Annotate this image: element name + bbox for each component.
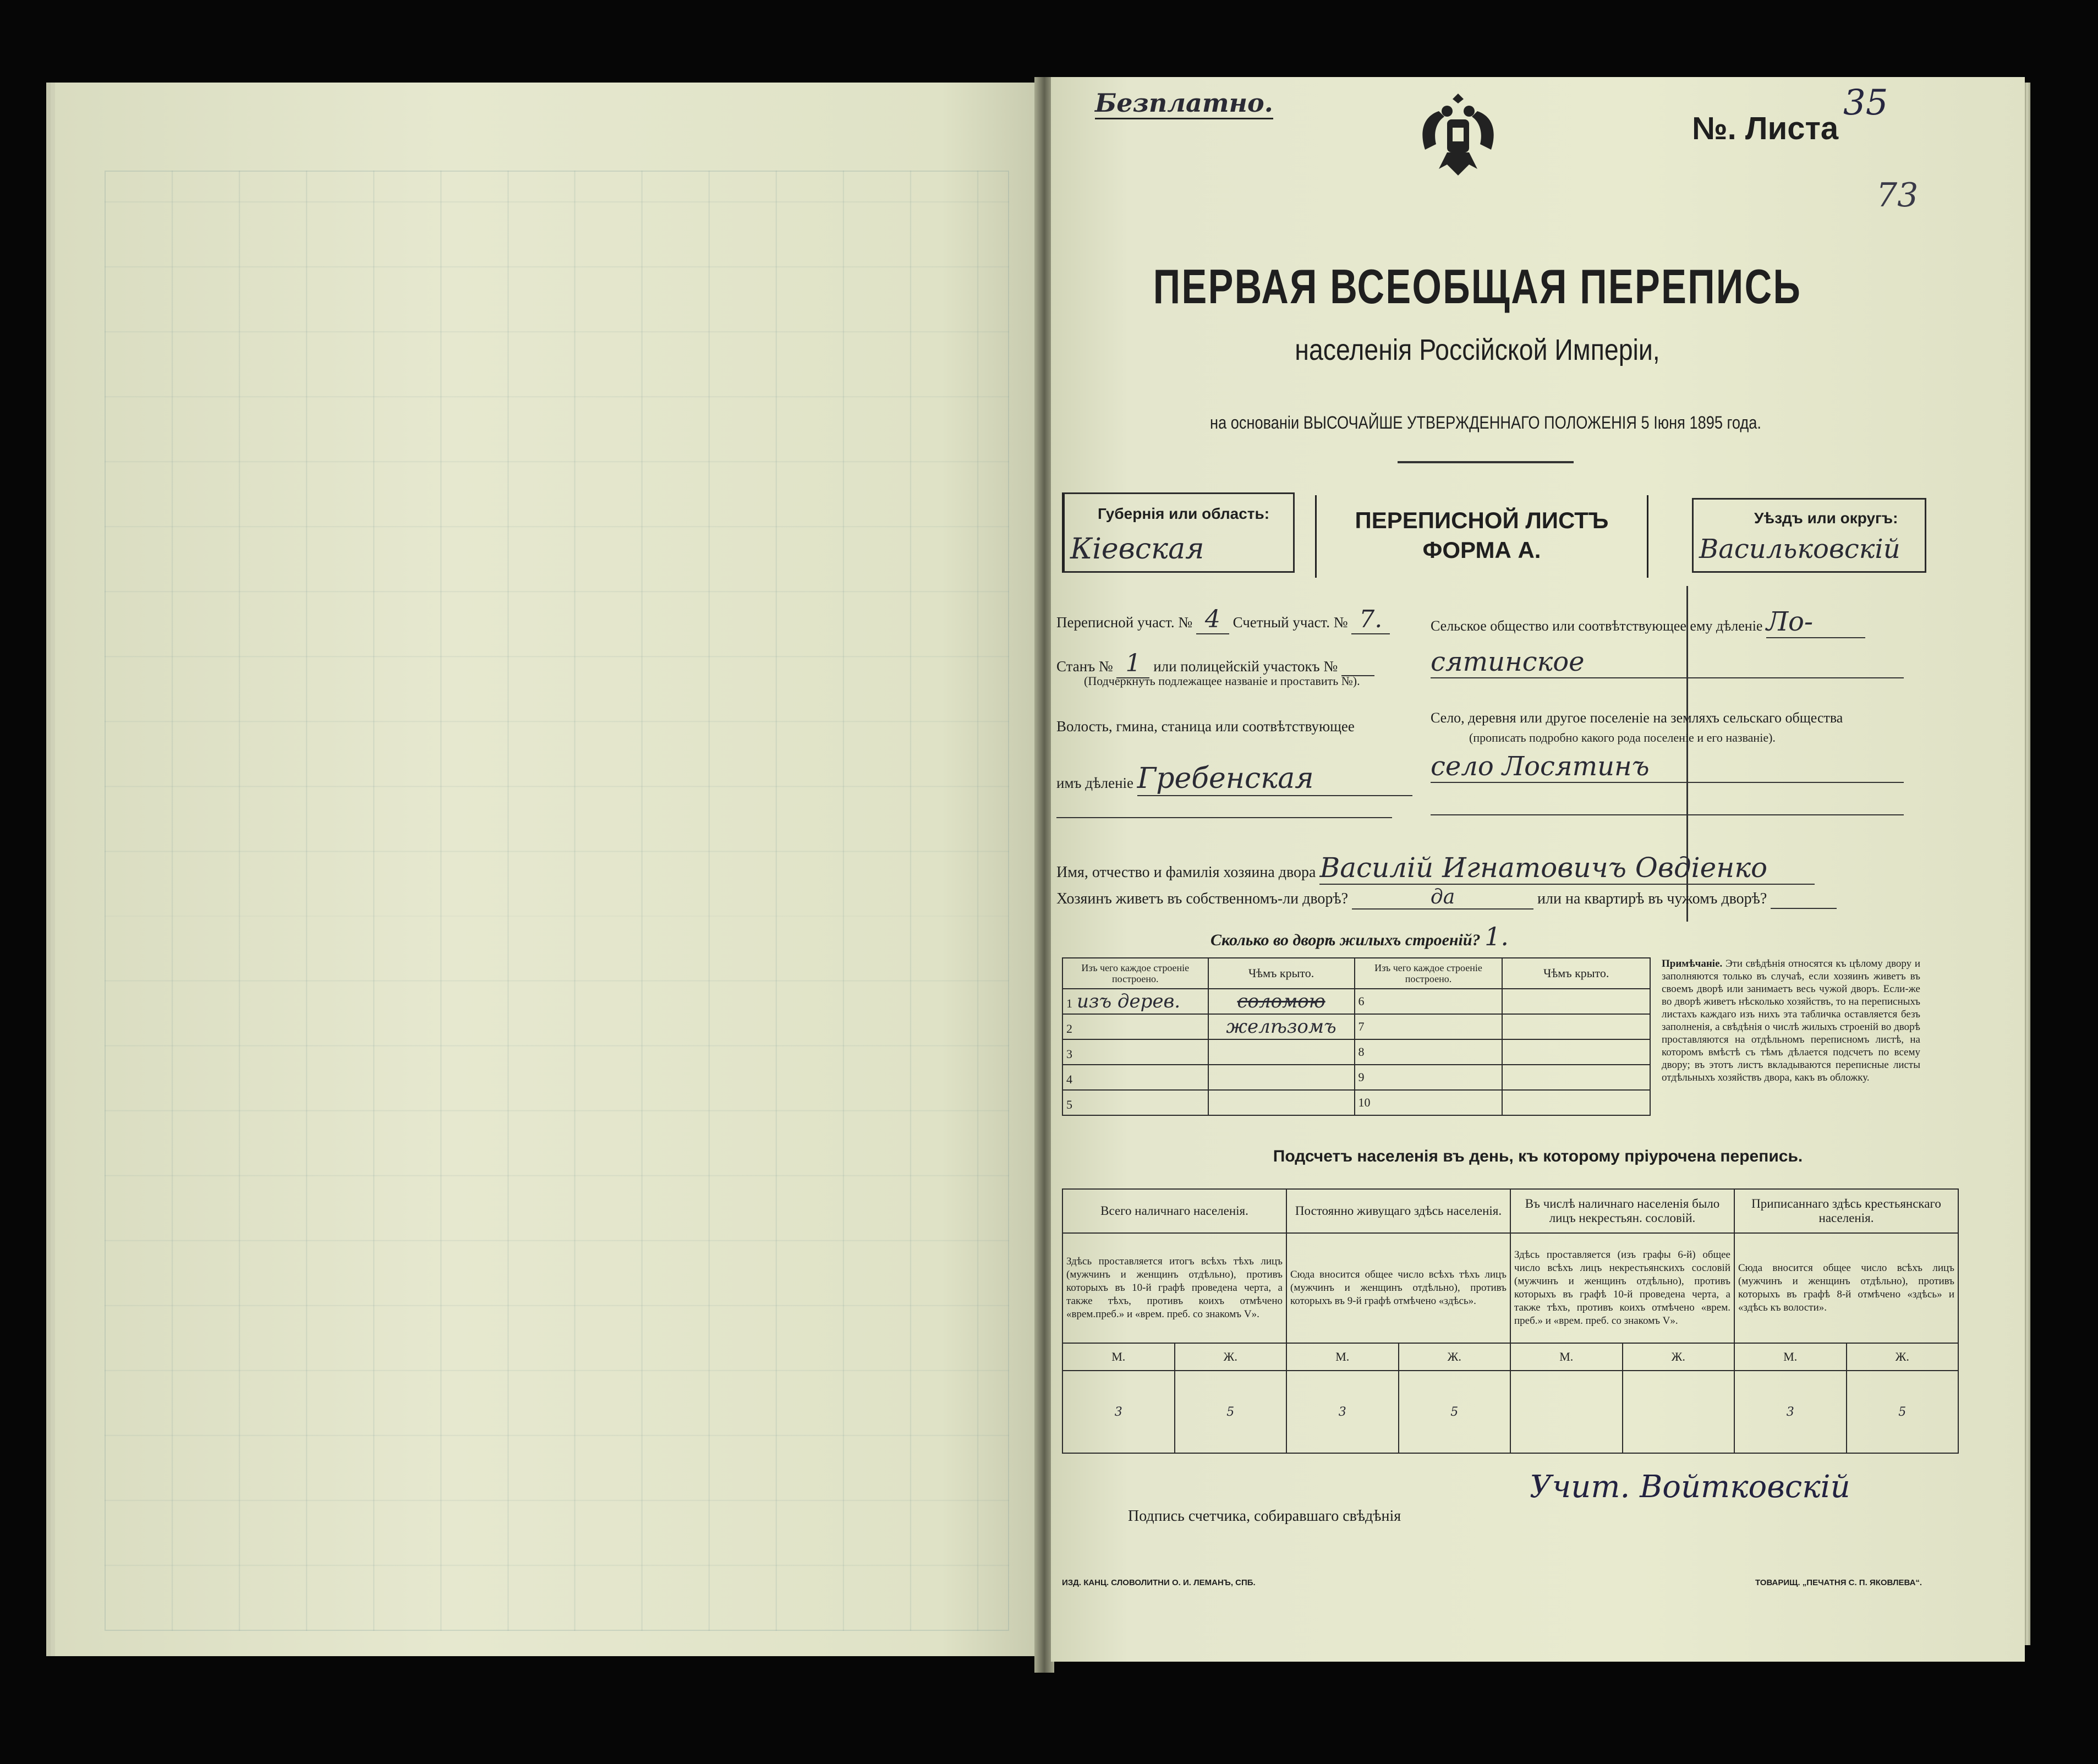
- building-row-number: 8: [1355, 1039, 1503, 1065]
- building-roof-value: желѣзомъ: [1208, 1014, 1355, 1039]
- police-uchastok-label: или полицейскій участокъ №: [1153, 658, 1338, 675]
- stan-value: 1: [1116, 649, 1149, 678]
- building-roof-cell: [1502, 1065, 1650, 1090]
- male-count-value: 3: [1734, 1371, 1847, 1453]
- female-count-value: [1623, 1371, 1735, 1453]
- note-text: Эти свѣдѣнія относятся къ цѣлому двору и заполняются только въ случаѣ, если хозяинъ живетъ въ своемъ дворѣ или занимаетъ весь чужой дворъ. Если-же во дворѣ живетъ нѣсколько хозяйствъ, то на переписныхъ листахъ каждаго изъ нихъ эта табличка оставляется безъ заполненія, а свѣдѣнія о числѣ жилыхъ строеній во дворѣ проставляются на отдѣльномъ переписномъ листѣ, на которомъ вмѣстѣ съ тѣмъ дѣлается подсчетъ по всему двору; въ этотъ листъ вкладываются переписные листы отдѣльныхъ хозяйствъ двора, какъ въ обложку.: [1662, 958, 1921, 1083]
- building-material-cell: [1062, 1065, 1208, 1090]
- signature-value: Учит. Войтковскій: [1530, 1469, 1850, 1505]
- village-extra-line: [1431, 814, 1904, 815]
- buildings-col-roof: Чѣмъ крыто.: [1208, 958, 1355, 989]
- count-group-header: Приписаннаго здѣсь крестьянскаго населенія.: [1734, 1189, 1958, 1233]
- sheet-number-handwritten: 35: [1843, 83, 1888, 123]
- schetny-uchastok-label: Счетный участ. №: [1232, 614, 1348, 631]
- female-count-value: 5: [1399, 1371, 1511, 1453]
- building-row-number: 6: [1355, 989, 1503, 1014]
- census-form-page: [1051, 77, 2025, 1662]
- own-yard-label: Хозяинъ живетъ въ собственномъ-ли дворѣ?: [1056, 890, 1349, 907]
- building-row-number: 7: [1355, 1014, 1503, 1039]
- count-group-description: Сюда вносится общее число всѣхъ лицъ (мужчинъ и женщинъ отдѣльно), противъ которыхъ въ графѣ 8-й отмѣчено «здѣсь» и «здѣсь къ волости».: [1734, 1233, 1958, 1343]
- male-count-value: 3: [1062, 1371, 1175, 1453]
- underline-note: (Подчеркнуть подлежащее названіе и проставить №).: [1084, 674, 1360, 688]
- buildings-row-5: [1062, 1090, 1650, 1115]
- signature-label: Подпись счетчика, собиравшаго свѣдѣнія: [1128, 1508, 1401, 1525]
- male-label: М.: [1510, 1343, 1623, 1371]
- male-count-value: 3: [1286, 1371, 1399, 1453]
- form-title-box: [1315, 495, 1648, 578]
- buildings-row-4: [1062, 1065, 1650, 1090]
- building-row-number: 3: [1066, 1047, 1072, 1061]
- building-row-number: 4: [1066, 1072, 1072, 1086]
- society-row: [1431, 606, 1865, 638]
- count-group-header: Въ числѣ наличнаго населенія было лицъ некрестьян. сословій.: [1510, 1189, 1734, 1233]
- building-roof-value: [1208, 1090, 1355, 1115]
- volost-label-2: имъ дѣленіе: [1056, 775, 1134, 791]
- count-group-description: Здѣсь проставляется (изъ графы 6-й) общее число всѣхъ лицъ некрестьянскихъ сословій (мужчинъ и женщинъ отдѣльно), противъ которыхъ въ графѣ 10-й проведена черта, а также тѣхъ, противъ коихъ отмѣчено «врем. преб.» и «врем. преб. со знакомъ V».: [1510, 1233, 1734, 1343]
- building-material-cell: [1062, 1039, 1208, 1065]
- female-count-value: 5: [1175, 1371, 1287, 1453]
- building-row-number: 10: [1355, 1090, 1503, 1115]
- guberniya-box: [1062, 492, 1295, 573]
- free-stamp: Безплатно.: [1095, 88, 1273, 119]
- village-note: (прописать подробно какого рода поселеніе и его названіе).: [1469, 731, 1776, 744]
- guberniya-value: Кіевская: [1070, 533, 1204, 566]
- buildings-row-1: [1062, 989, 1650, 1014]
- note-label: Примѣчаніе.: [1662, 958, 1723, 969]
- own-yard-row: [1056, 886, 1837, 910]
- buildings-row: [1210, 922, 1509, 951]
- female-label: Ж.: [1623, 1343, 1735, 1371]
- building-material-value: изъ дерев.: [1077, 990, 1181, 1012]
- own-yard-value: да: [1352, 886, 1533, 910]
- printer-left: ИЗД. КАНЦ. СЛОВОЛИТНИ О. И. ЛЕМАНЪ, СПБ.: [1062, 1578, 1256, 1587]
- count-group-description: Здѣсь проставляется итогъ всѣхъ тѣхъ лицъ (мужчинъ и женщинъ отдѣльно), противъ которыхъ въ 10-й графѣ проведена черта, а также тѣхъ, противъ коихъ отмѣчено «врем.преб.» и «врем. преб. со знакомъ V».: [1062, 1233, 1286, 1343]
- buildings-table: [1062, 957, 1651, 1116]
- male-label: М.: [1062, 1343, 1175, 1371]
- building-row-number: 9: [1355, 1065, 1503, 1090]
- building-roof-value: [1208, 1039, 1355, 1065]
- male-label: М.: [1286, 1343, 1399, 1371]
- male-count-value: [1510, 1371, 1623, 1453]
- schetny-uchastok-value: 7.: [1351, 605, 1390, 634]
- count-group-header: Всего наличнаго населенія.: [1062, 1189, 1286, 1233]
- ornament-divider: [1398, 461, 1574, 463]
- note-block: [1662, 957, 1920, 1084]
- buildings-row-3: [1062, 1039, 1650, 1065]
- owner-value: Василій Игнатовичъ Овдіенко: [1319, 852, 1815, 885]
- society-value-2: сятинское: [1431, 647, 1904, 678]
- perepis-uchastok-value: 4: [1196, 605, 1229, 634]
- uchastok-row: [1056, 605, 1390, 634]
- count-table: [1062, 1188, 1959, 1454]
- left-page-faint-grid: [105, 171, 1009, 1631]
- female-label: Ж.: [1847, 1343, 1959, 1371]
- double-headed-eagle-icon: [1417, 89, 1499, 180]
- buildings-row-2: [1062, 1014, 1650, 1039]
- volost-value: Гребенская: [1137, 762, 1412, 796]
- building-row-number: 5: [1066, 1098, 1072, 1111]
- count-group-header: Постоянно живущаго здѣсь населенія.: [1286, 1189, 1510, 1233]
- owner-row: [1056, 852, 1815, 885]
- stan-label: Станъ №: [1056, 658, 1113, 675]
- village-value: село Лосятинъ: [1431, 751, 1904, 783]
- page-subtitle: населенія Россійской Имперіи,: [1295, 333, 1660, 366]
- form-subtitle: ФОРМА А.: [1422, 537, 1541, 563]
- printer-right: ТОВАРИЩ. „ПЕЧАТНЯ С. П. ЯКОВЛЕВА“.: [1755, 1578, 1922, 1587]
- building-row-number: 2: [1066, 1022, 1072, 1036]
- building-roof-cell: [1502, 1014, 1650, 1039]
- sheet-number-label: №. Листа: [1692, 111, 1839, 146]
- building-row-number: 1: [1066, 996, 1072, 1010]
- count-title: Подсчетъ населенія въ день, къ которому пріурочена перепись.: [1273, 1147, 1803, 1165]
- building-roof-cell: [1502, 1039, 1650, 1065]
- sheet-number-pencil: 73: [1876, 176, 1919, 215]
- building-roof-cell: [1502, 989, 1650, 1014]
- left-page: [55, 83, 1040, 1656]
- society-value-1: Ло-: [1766, 606, 1865, 638]
- buildings-value: 1.: [1485, 922, 1509, 951]
- volost-row: [1056, 762, 1412, 796]
- male-label: М.: [1734, 1343, 1847, 1371]
- buildings-col-material-2: Изъ чего каждое строеніе построено.: [1355, 958, 1503, 989]
- buildings-col-roof-2: Чѣмъ крыто.: [1502, 958, 1650, 989]
- building-material-cell: [1062, 1090, 1208, 1115]
- count-group-description: Сюда вносится общее число всѣхъ тѣхъ лицъ (мужчинъ и женщинъ отдѣльно), противъ которыхъ въ 9-й графѣ отмѣчено «здѣсь».: [1286, 1233, 1510, 1343]
- building-roof-cell: [1502, 1090, 1650, 1115]
- volost-extra-line: [1056, 817, 1392, 818]
- building-material-cell: [1062, 989, 1208, 1014]
- building-roof-value: соломою: [1208, 989, 1355, 1014]
- building-material-cell: [1062, 1014, 1208, 1039]
- building-roof-value: [1208, 1065, 1355, 1090]
- form-title: ПЕРЕПИСНОЙ ЛИСТЪ: [1355, 507, 1609, 533]
- buildings-label: Сколько во дворѣ жилыхъ строеній?: [1210, 931, 1481, 949]
- buildings-col-material: Изъ чего каждое строеніе построено.: [1062, 958, 1208, 989]
- society-label: Сельское общество или соотвѣтствующее ему дѣленіе: [1431, 618, 1763, 634]
- uezd-label: Уѣздъ или округъ:: [1754, 510, 1898, 527]
- female-label: Ж.: [1399, 1343, 1511, 1371]
- uezd-value: Васильковскій: [1699, 534, 1900, 565]
- female-count-value: 5: [1847, 1371, 1959, 1453]
- guberniya-label: Губернія или область:: [1098, 505, 1270, 522]
- rent-label: или на квартирѣ въ чужомъ дворѣ?: [1537, 890, 1767, 907]
- perepis-uchastok-label: Переписной участ. №: [1056, 614, 1193, 631]
- female-label: Ж.: [1175, 1343, 1287, 1371]
- owner-label: Имя, отчество и фамилія хозяина двора: [1056, 864, 1316, 881]
- volost-label-1: Волость, гмина, станица или соотвѣтствующее: [1056, 718, 1355, 735]
- legal-basis-line: на основаніи ВЫСОЧАЙШЕ УТВЕРЖДЕННАГО ПОЛОЖЕНІЯ 5 Іюня 1895 года.: [1210, 413, 1761, 432]
- village-label: Село, деревня или другое поселеніе на земляхъ сельскаго общества: [1431, 710, 1843, 726]
- page-title: ПЕРВАЯ ВСЕОБЩАЯ ПЕРЕПИСЬ: [1153, 259, 1802, 314]
- uezd-box: [1692, 498, 1926, 573]
- signature-row: [1128, 1508, 1401, 1525]
